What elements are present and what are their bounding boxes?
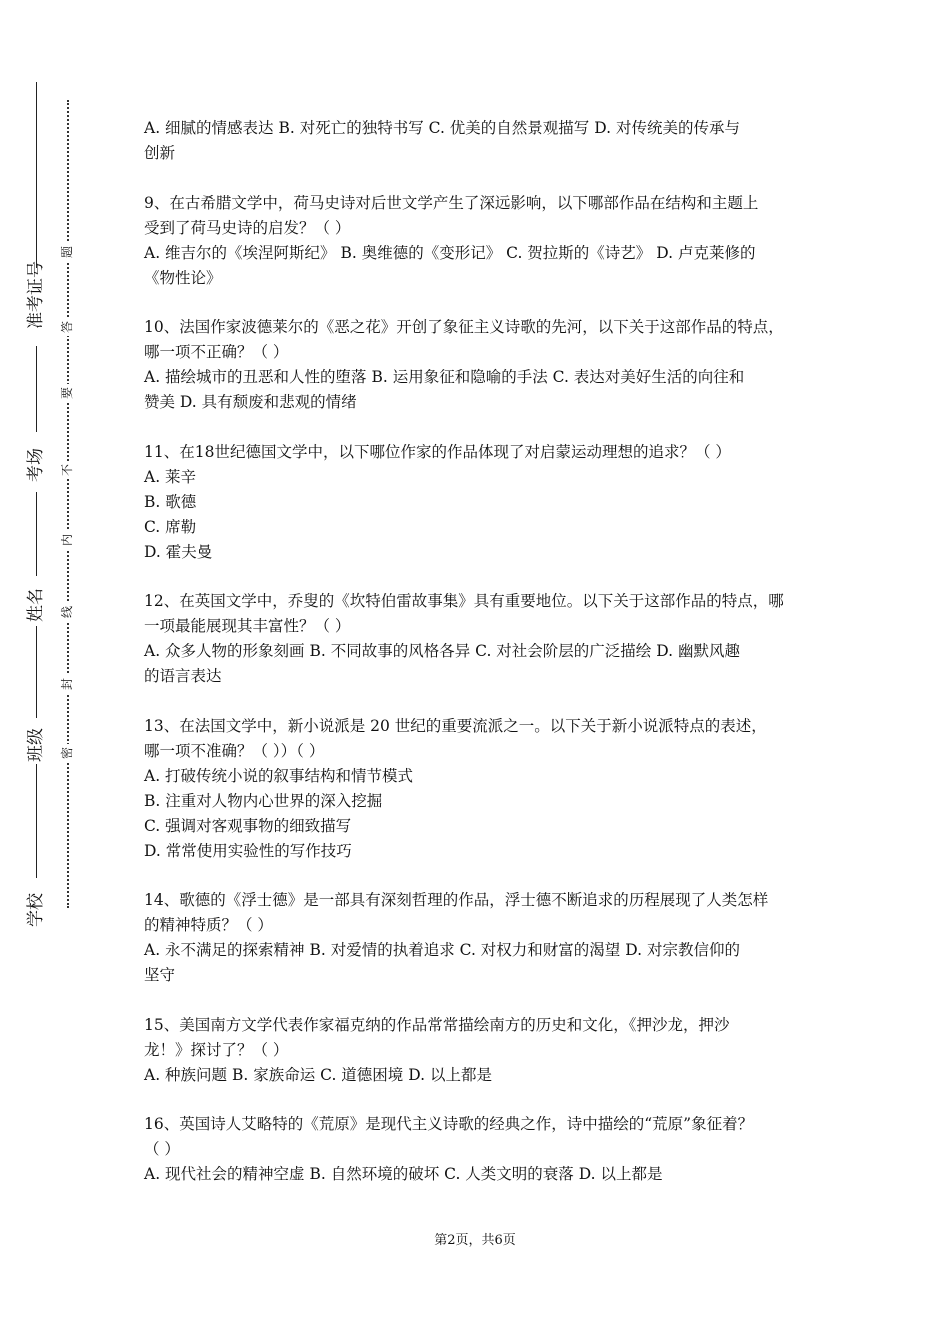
- class-underline: [36, 626, 37, 718]
- question-13: [144, 714, 814, 864]
- exam-id-underline: [36, 82, 37, 268]
- seal-char: 线: [58, 603, 76, 621]
- name-underline: [36, 492, 37, 576]
- question-15: [144, 1013, 814, 1088]
- question-9: [144, 191, 814, 291]
- question-line: A. 维吉尔的《埃涅阿斯纪》 B. 奥维德的《变形记》 C. 贺拉斯的《诗艺》 D. 卢克莱修的: [144, 243, 756, 262]
- question-line: A. 现代社会的精神空虚 B. 自然环境的破坏 C. 人类文明的衰落 D. 以上都是: [144, 1165, 663, 1183]
- question-line: A. 描绘城市的丑恶和人性的堕落 B. 运用象征和隐喻的手法 C. 表达对美好生活的向往和: [144, 368, 745, 386]
- seal-char: 答: [58, 318, 76, 336]
- seal-char: 封: [58, 675, 76, 693]
- name-label: 姓名: [26, 588, 46, 622]
- question-line: 哪一项不正确？（ ）: [144, 343, 289, 361]
- question-line: 一项最能展现其丰富性？（ ）: [144, 617, 351, 635]
- question-line: 11、在18世纪德国文学中，以下哪位作家的作品体现了对启蒙运动理想的追求？（ ）: [144, 442, 731, 461]
- question-line: 的精神特质？（ ）: [144, 916, 273, 934]
- question-line: A. 打破传统小说的叙事结构和情节模式: [144, 766, 414, 785]
- question-line: 创新: [144, 144, 176, 162]
- question-line: B. 歌德: [144, 492, 197, 511]
- question-10: [144, 315, 814, 415]
- question-line: C. 席勒: [144, 517, 197, 536]
- question-line: B. 注重对人物内心世界的深入挖掘: [144, 791, 383, 810]
- question-line: D. 霍夫曼: [144, 542, 213, 561]
- binding-margin: [0, 0, 60, 1344]
- question-16: [144, 1112, 814, 1187]
- seal-char: 密: [58, 744, 76, 762]
- question-line: 16、英国诗人艾略特的《荒原》是现代主义诗歌的经典之作，诗中描绘的“荒原”象征着？: [144, 1115, 754, 1133]
- question-line: 受到了荷马史诗的启发？（ ）: [144, 218, 351, 237]
- question-line: 12、在英国文学中，乔叟的《坎特伯雷故事集》具有重要地位。以下关于这部作品的特点，哪: [144, 592, 784, 610]
- seal-char: 内: [58, 531, 76, 549]
- class-label: 班级: [26, 728, 46, 762]
- question-8-options: [144, 116, 814, 166]
- question-line: 哪一项不准确？（ ））（ ）: [144, 741, 325, 760]
- question-line: 13、在法国文学中，新小说派是 20 世纪的重要流派之一。以下关于新小说派特点的表述，: [144, 716, 767, 735]
- question-line: A. 永不满足的探索精神 B. 对爱情的执着追求 C. 对权力和财富的渴望 D. 对宗教信仰的: [144, 941, 740, 959]
- question-14: [144, 888, 814, 988]
- question-line: 坚守: [144, 966, 176, 984]
- seal-char: 不: [58, 461, 76, 479]
- question-line: A. 细腻的情感表达 B. 对死亡的独特书写 C. 优美的自然景观描写 D. 对传统美的传承与: [144, 119, 740, 137]
- exam-id-label: 准考证号: [26, 261, 46, 329]
- seal-dotted-line: [67, 100, 69, 908]
- question-11: [144, 440, 814, 565]
- school-underline: [36, 764, 37, 878]
- question-list: [144, 116, 814, 1212]
- exam-room-label: 考场: [26, 448, 46, 482]
- seal-char: 题: [58, 243, 76, 261]
- question-line: 的语言表达: [144, 667, 222, 685]
- question-line: A. 众多人物的形象刻画 B. 不同故事的风格各异 C. 对社会阶层的广泛描绘 D. 幽默风趣: [144, 642, 740, 660]
- question-line: 赞美 D. 具有颓废和悲观的情绪: [144, 393, 357, 411]
- question-line: D. 常常使用实验性的写作技巧: [144, 841, 352, 860]
- question-line: A. 莱辛: [144, 467, 197, 486]
- question-line: 10、法国作家波德莱尔的《恶之花》开创了象征主义诗歌的先河，以下关于这部作品的特点，: [144, 318, 784, 336]
- question-line: 9、在古希腊文学中，荷马史诗对后世文学产生了深远影响，以下哪部作品在结构和主题上: [144, 193, 759, 212]
- question-line: 14、歌德的《浮士德》是一部具有深刻哲理的作品，浮士德不断追求的历程展现了人类怎样: [144, 891, 769, 909]
- question-12: [144, 589, 814, 689]
- exam-room-underline: [36, 346, 37, 432]
- question-line: C. 强调对客观事物的细致描写: [144, 816, 352, 835]
- question-line: A. 种族问题 B. 家族命运 C. 道德困境 D. 以上都是: [144, 1065, 492, 1084]
- question-line: （ ）: [144, 1140, 180, 1158]
- question-line: 龙！》探讨了？（ ）: [144, 1040, 289, 1059]
- school-label: 学校: [26, 893, 46, 927]
- seal-char: 要: [58, 384, 76, 402]
- question-line: 《物性论》: [144, 268, 222, 287]
- page-number-footer: 第2页，共6页: [434, 1233, 516, 1248]
- question-line: 15、美国南方文学代表作家福克纳的作品常常描绘南方的历史和文化，《押沙龙，押沙: [144, 1015, 730, 1034]
